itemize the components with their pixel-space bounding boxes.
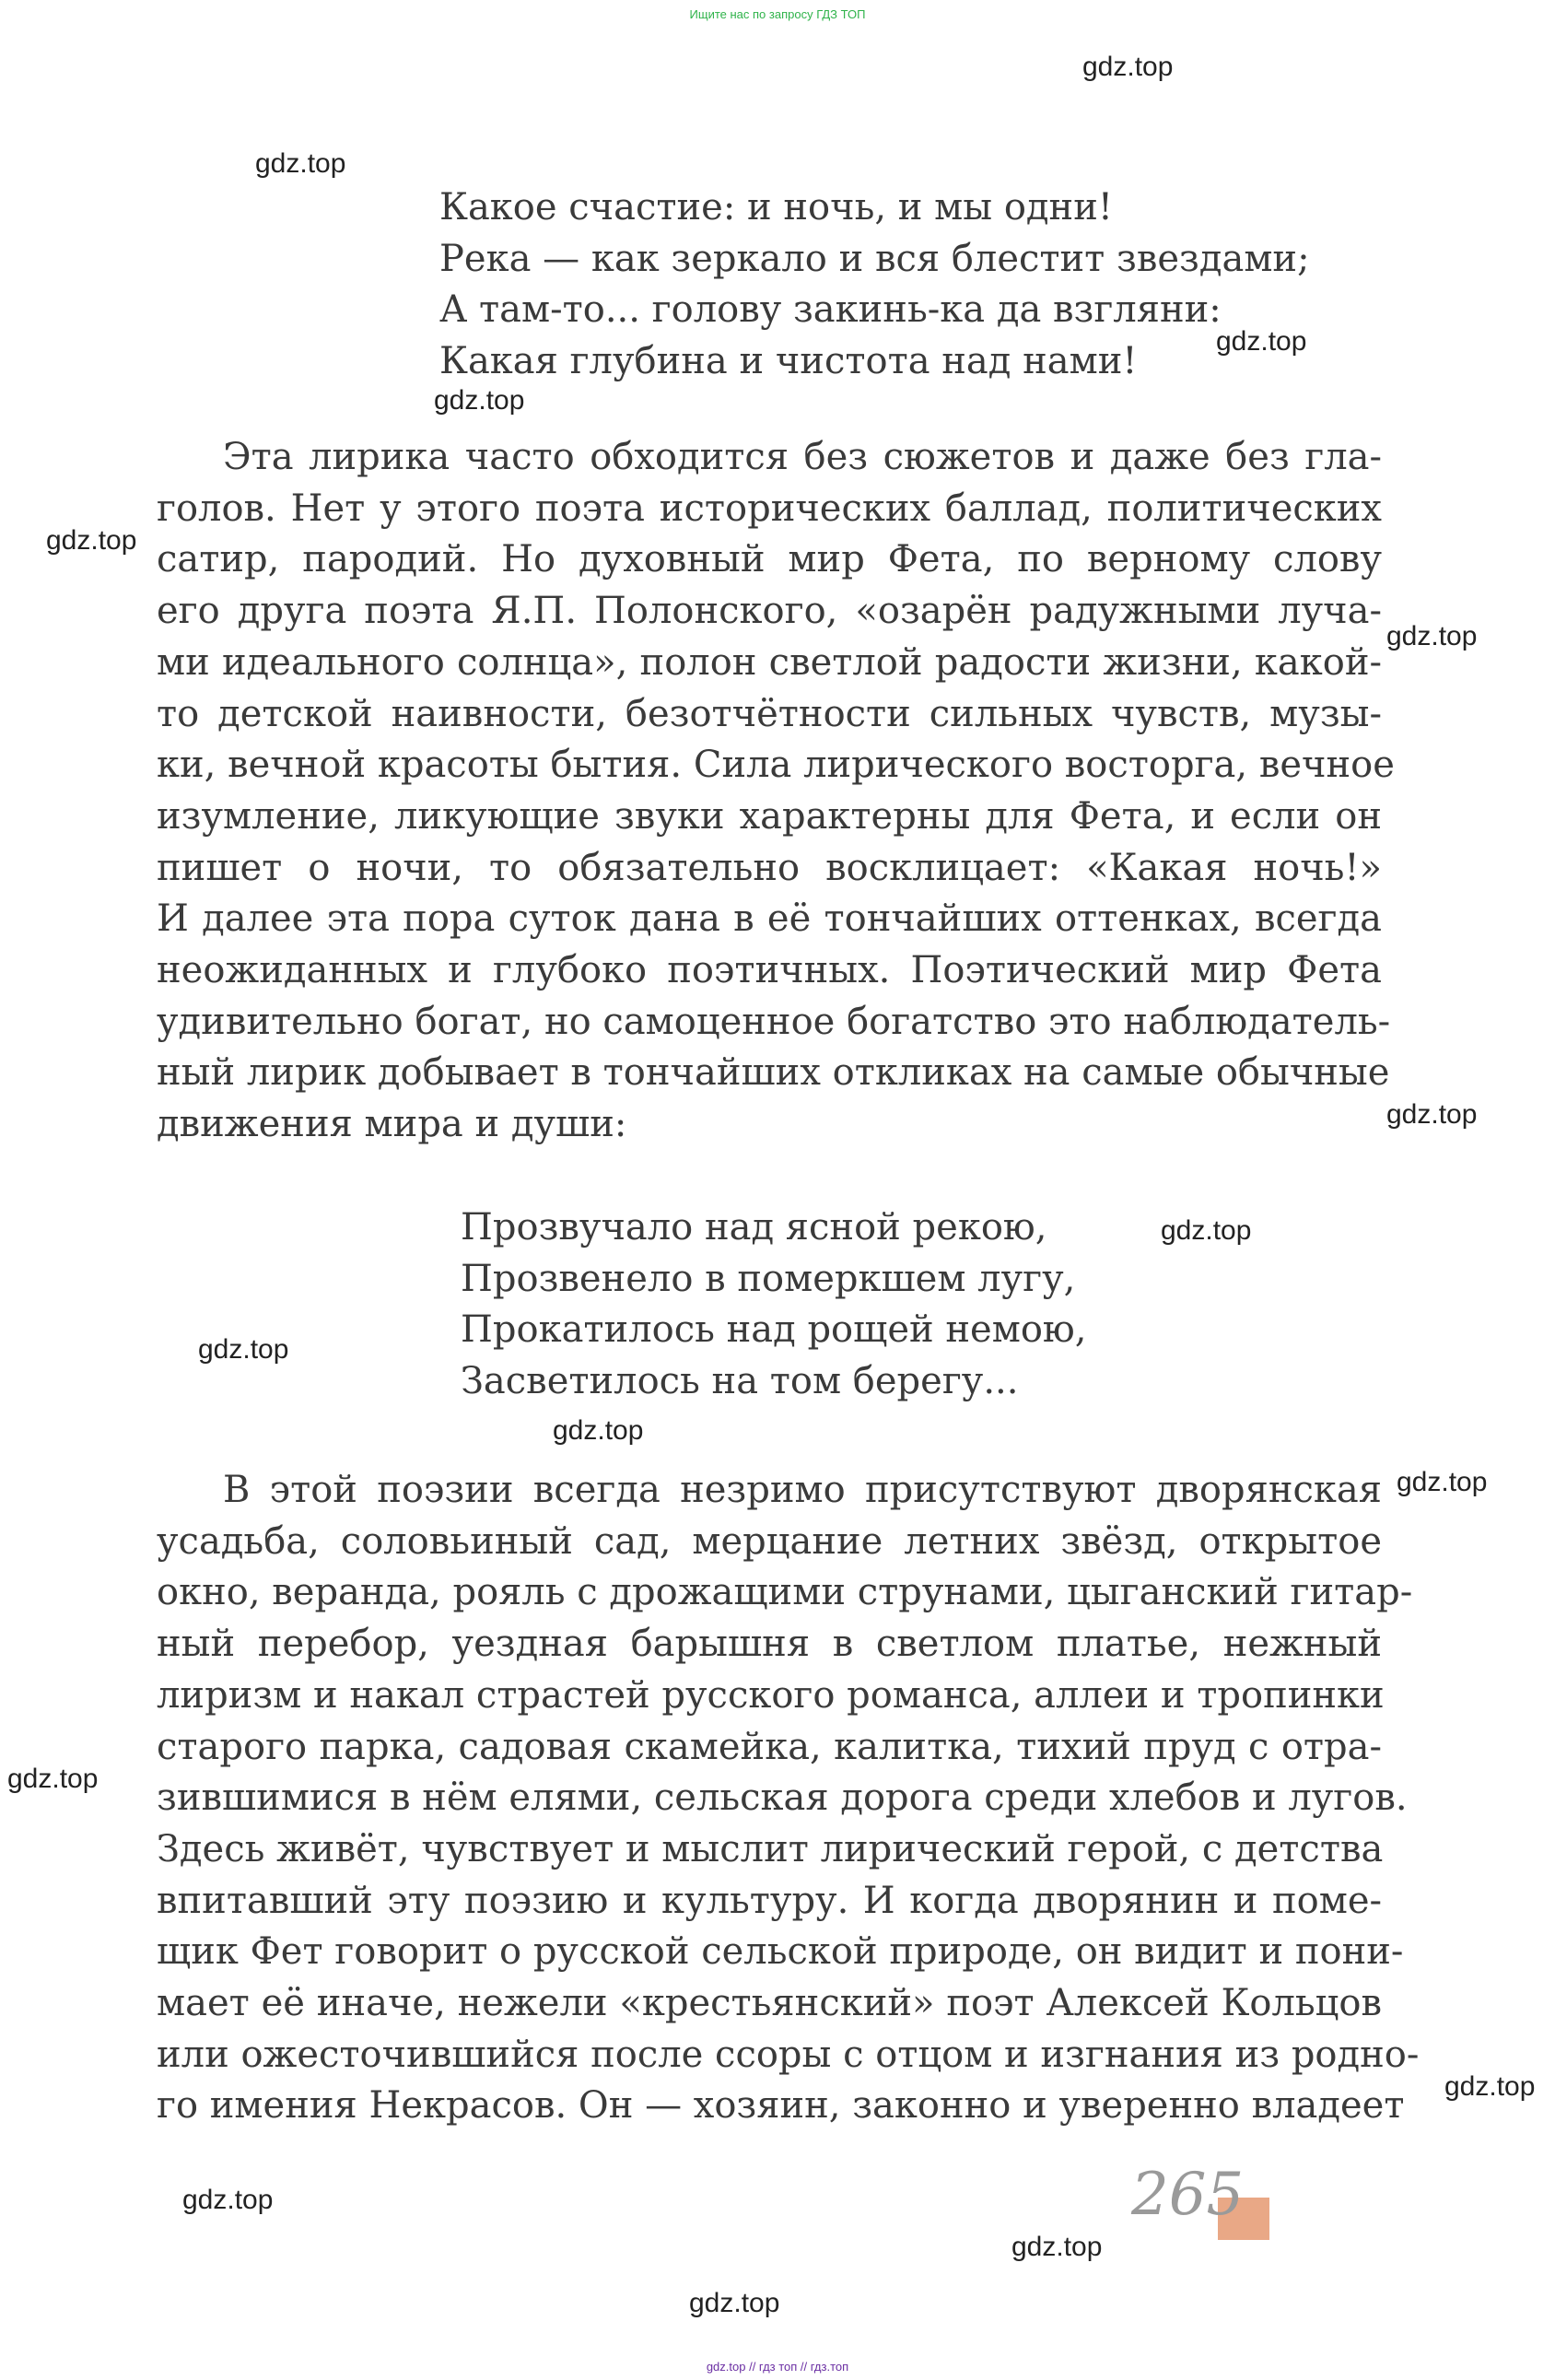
poem-line: Какое счастие: и ночь, и мы одни! — [439, 186, 1113, 229]
paragraph-line: ный лирик добывает в тончайших откликах на самые обычные — [157, 1051, 1390, 1095]
poem-line: Река — как зеркало и вся блестит звездами; — [439, 237, 1310, 280]
watermark: gdz.top — [182, 2185, 274, 2215]
watermark: gdz.top — [46, 525, 137, 556]
watermark: gdz.top — [689, 2288, 780, 2318]
paragraph-line: изумление, ликующие звуки характерны для Фета, и если он — [157, 794, 1382, 838]
page-number: 265 — [1131, 2161, 1245, 2229]
watermark: gdz.top — [7, 1764, 99, 1794]
paragraph-line: Здесь живёт, чувствует и мыслит лирический герой, с детства — [157, 1827, 1384, 1870]
paragraph-line: щик Фет говорит о русской сельской природе, он видит и пони- — [157, 1930, 1404, 1974]
poem-line: Прокатилось над рощей немою, — [461, 1308, 1087, 1351]
poem-line: А там-то... голову закинь-ка да взгляни: — [439, 288, 1222, 331]
paragraph-line: или ожесточившийся после ссоры с отцом и изгнания из родно- — [157, 2033, 1420, 2076]
paragraph-line: впитавший эту поэзию и культуру. И когда дворянин и поме- — [157, 1879, 1382, 1922]
paragraph-1 — [157, 432, 1395, 1151]
watermark: gdz.top — [1082, 52, 1174, 82]
paragraph-line: Эта лирика часто обходится без сюжетов и даже без гла- — [223, 436, 1382, 478]
paragraph-line: И далее эта пора суток дана в её тончайших оттенках, всегда — [157, 897, 1382, 941]
paragraph-line: лиризм и накал страстей русского романса, аллеи и тропинки — [157, 1673, 1385, 1717]
poem-line: Какая глубина и чистота над нами! — [439, 339, 1138, 382]
paragraph-line: движения мира и души: — [157, 1103, 627, 1146]
watermark: gdz.top — [198, 1334, 289, 1365]
paragraph-line: голов. Нет у этого поэта исторических баллад, политических — [157, 487, 1382, 530]
paragraph-line: сатир, пародий. Но духовный мир Фета, по верному слову — [157, 538, 1382, 581]
watermark: gdz.top — [1011, 2232, 1103, 2262]
watermark: gdz.top — [1386, 1099, 1478, 1130]
paragraph-line: старого парка, садовая скамейка, калитка, тихий пруд с отра- — [157, 1725, 1382, 1768]
paragraph-2 — [157, 1465, 1420, 2132]
paragraph-line: его друга поэта Я.П. Полонского, «озарён радужными луча- — [157, 590, 1382, 633]
paragraph-line: го имения Некрасов. Он — хозяин, законно и уверенно владеет — [157, 2084, 1405, 2128]
watermark: gdz.top — [255, 148, 346, 179]
poem-line: Прозвенело в померкшем лугу, — [461, 1257, 1076, 1300]
paragraph-line: пишет о ночи, то обязательно восклицает: «Какая ночь!» — [157, 846, 1382, 889]
paragraph-line: ки, вечной красоты бытия. Сила лирического восторга, вечное — [157, 744, 1395, 787]
watermark: gdz.top — [1444, 2071, 1536, 2102]
watermark: gdz.top — [434, 385, 525, 416]
poem-line: Засветилось на том берегу... — [461, 1359, 1019, 1402]
footer-links: gdz.top // гдз топ // гдз.топ — [706, 2360, 849, 2374]
poem-line: Прозвучало над ясной рекою, — [461, 1206, 1047, 1249]
paragraph-line: усадьба, соловьиный сад, мерцание летних звёзд, открытое — [157, 1519, 1382, 1563]
paragraph-line: то детской наивности, безотчётности сильных чувств, музы- — [157, 692, 1382, 735]
poem-stanza-1 — [439, 182, 1310, 387]
watermark: gdz.top — [1161, 1215, 1252, 1246]
watermark: gdz.top — [1397, 1467, 1488, 1497]
paragraph-line: ми идеального солнца», полон светлой радости жизни, какой- — [157, 640, 1382, 684]
paragraph-line: неожиданных и глубоко поэтичных. Поэтический мир Фета — [157, 949, 1382, 992]
top-banner: Ищите нас по запросу ГДЗ ТОП — [689, 7, 866, 21]
paragraph-line: В этой поэзии всегда незримо присутствуют дворянская — [223, 1469, 1382, 1511]
paragraph-line: ный перебор, уездная барышня в светлом платье, нежный — [157, 1623, 1382, 1666]
poem-stanza-2 — [461, 1202, 1086, 1407]
paragraph-line: мает её иначе, нежели «крестьянский» поэт Алексей Кольцов — [157, 1982, 1382, 2025]
paragraph-line: удивительно богат, но самоценное богатство это наблюдатель- — [157, 1000, 1391, 1043]
watermark: gdz.top — [1216, 326, 1307, 357]
paragraph-line: окно, веранда, рояль с дрожащими струнами, цыганский гитар- — [157, 1571, 1413, 1614]
watermark: gdz.top — [553, 1415, 644, 1446]
watermark: gdz.top — [1386, 621, 1478, 651]
paragraph-line: зившимися в нём елями, сельская дорога среди хлебов и лугов. — [157, 1776, 1408, 1820]
